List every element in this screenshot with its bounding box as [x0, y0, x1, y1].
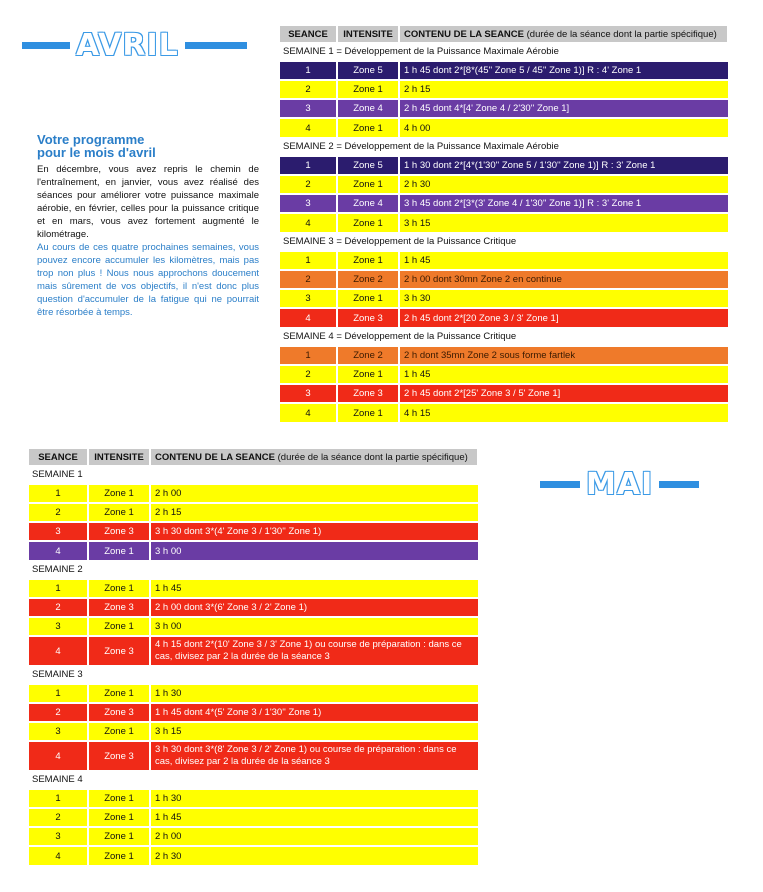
table-row — [280, 346, 728, 365]
table-row — [29, 579, 478, 598]
week-label-row — [280, 137, 728, 156]
content-cell: 1 h 45 — [399, 365, 728, 384]
intensity-cell: Zone 3 — [88, 598, 150, 617]
seance-cell: 1 — [29, 484, 88, 503]
intensity-cell: Zone 4 — [337, 99, 399, 118]
seance-cell: 2 — [29, 598, 88, 617]
table-row — [280, 99, 728, 118]
intro-heading-line2: pour le mois d'avril — [37, 145, 156, 160]
table-row — [29, 741, 478, 770]
intensity-cell: Zone 1 — [88, 827, 150, 846]
table-row — [29, 598, 478, 617]
table-row — [29, 846, 478, 865]
content-cell: 2 h 45 dont 4*[4' Zone 4 / 2'30'' Zone 1] — [399, 99, 728, 118]
content-cell: 2 h 15 — [150, 503, 478, 522]
intensity-cell: Zone 1 — [337, 213, 399, 232]
week-label: SEMAINE 1 = Développement de la Puissance Maximale Aérobie — [280, 42, 728, 61]
table-row — [280, 175, 728, 194]
mai-title — [540, 467, 699, 502]
week-label: SEMAINE 1 — [29, 465, 478, 484]
avril-title-text: AVRIL — [76, 28, 179, 63]
seance-cell: 1 — [280, 251, 337, 270]
content-cell: 2 h 15 — [399, 80, 728, 99]
table-row — [280, 403, 728, 422]
intensity-cell: Zone 1 — [88, 846, 150, 865]
table-row — [280, 80, 728, 99]
seance-cell: 2 — [280, 80, 337, 99]
seance-cell: 2 — [280, 175, 337, 194]
content-cell: 3 h 15 — [399, 213, 728, 232]
seance-cell: 3 — [280, 194, 337, 213]
seance-cell: 3 — [280, 384, 337, 403]
mai-title-text: MAI — [586, 467, 654, 502]
content-cell: 2 h 00 dont 30mn Zone 2 en continue — [399, 270, 728, 289]
seance-cell: 4 — [280, 213, 337, 232]
seance-cell: 3 — [280, 289, 337, 308]
table-row — [280, 270, 728, 289]
seance-cell: 1 — [29, 579, 88, 598]
table-row — [29, 617, 478, 636]
intensity-cell: Zone 1 — [337, 251, 399, 270]
intro-block — [37, 133, 259, 319]
intensity-cell: Zone 1 — [88, 684, 150, 703]
seance-cell: 2 — [29, 808, 88, 827]
intensity-cell: Zone 1 — [337, 365, 399, 384]
intro-paragraph-1: En décembre, vous avez repris le chemin de l'entraînement, en janvier, vous avez réalisé des séances pour améliorer votre puissance maximale aérobie, en février, celles pour la puissance critique et en mars, vous avez fortement augmenté le kilométrage. — [37, 164, 259, 240]
seance-cell: 1 — [280, 156, 337, 175]
intensity-cell: Zone 1 — [88, 541, 150, 560]
table-row — [280, 61, 728, 80]
intro-heading — [37, 133, 259, 159]
week-label: SEMAINE 2 — [29, 560, 478, 579]
content-cell: 2 h dont 35mn Zone 2 sous forme fartlek — [399, 346, 728, 365]
week-label-row — [29, 770, 478, 789]
content-cell: 1 h 45 — [399, 251, 728, 270]
content-cell: 1 h 45 dont 4*(5' Zone 3 / 1'30'' Zone 1) — [150, 703, 478, 722]
content-cell: 2 h 30 — [150, 846, 478, 865]
week-label-row — [280, 327, 728, 346]
header-intensite: INTENSITE — [88, 449, 150, 465]
week-label: SEMAINE 3 — [29, 665, 478, 684]
seance-cell: 3 — [29, 722, 88, 741]
intensity-cell: Zone 3 — [337, 308, 399, 327]
intensity-cell: Zone 4 — [337, 194, 399, 213]
table-header — [280, 26, 728, 42]
week-label-row — [29, 665, 478, 684]
seance-cell: 2 — [280, 365, 337, 384]
content-cell: 1 h 30 — [150, 789, 478, 808]
table-row — [29, 703, 478, 722]
seance-cell: 2 — [29, 703, 88, 722]
seance-cell: 4 — [280, 308, 337, 327]
seance-cell: 4 — [280, 118, 337, 137]
seance-cell: 4 — [29, 541, 88, 560]
header-contenu-label: CONTENU DE LA SEANCE — [155, 451, 275, 463]
content-cell: 3 h 15 — [150, 722, 478, 741]
week-label-row — [29, 560, 478, 579]
intensity-cell: Zone 1 — [337, 289, 399, 308]
week-label-row — [280, 232, 728, 251]
content-cell: 1 h 30 dont 2*[4*(1'30'' Zone 5 / 1'30'' Zone 1)] R : 3' Zone 1 — [399, 156, 728, 175]
header-intensite: INTENSITE — [337, 26, 399, 42]
intensity-cell: Zone 1 — [88, 722, 150, 741]
week-label: SEMAINE 3 = Développement de la Puissance Critique — [280, 232, 728, 251]
table-row — [29, 684, 478, 703]
intensity-cell: Zone 3 — [88, 636, 150, 665]
intensity-cell: Zone 2 — [337, 270, 399, 289]
avril-table — [280, 26, 729, 422]
intro-paragraph-2: Au cours de ces quatre prochaines semaines, vous pouvez encore accumuler les kilomètres, mais pas trop non plus ! Nous nous approchons doucement mais sûrement de vos objectifs, il n'est donc plus question d'accumuler de la fatigue qui ne pourrait être résorbée à temps. — [37, 242, 259, 318]
seance-cell: 3 — [280, 99, 337, 118]
intensity-cell: Zone 2 — [337, 346, 399, 365]
seance-cell: 1 — [280, 61, 337, 80]
header-contenu-note: (durée de la séance dont la partie spécifique) — [277, 451, 468, 463]
table-row — [29, 522, 478, 541]
title-bar-right — [185, 42, 247, 49]
table-row — [280, 289, 728, 308]
content-cell: 1 h 45 — [150, 808, 478, 827]
content-cell: 4 h 15 dont 2*(10' Zone 3 / 3' Zone 1) ou course de préparation : dans ce cas, divisez par 2 la durée de la séance 3 — [150, 636, 478, 665]
week-label-row — [29, 465, 478, 484]
seance-cell: 3 — [29, 522, 88, 541]
seance-cell: 2 — [29, 503, 88, 522]
seance-cell: 1 — [280, 346, 337, 365]
avril-title — [22, 28, 247, 63]
content-cell: 1 h 30 — [150, 684, 478, 703]
table-header — [29, 449, 478, 465]
seance-cell: 2 — [280, 270, 337, 289]
mai-table — [29, 449, 479, 865]
intensity-cell: Zone 1 — [337, 175, 399, 194]
seance-cell: 1 — [29, 789, 88, 808]
table-row — [29, 541, 478, 560]
table-row — [280, 384, 728, 403]
seance-cell: 4 — [29, 741, 88, 770]
intro-heading-line1: Votre programme — [37, 132, 145, 147]
intensity-cell: Zone 1 — [88, 579, 150, 598]
intensity-cell: Zone 1 — [88, 503, 150, 522]
table-row — [29, 722, 478, 741]
week-label-row — [280, 42, 728, 61]
intensity-cell: Zone 1 — [88, 789, 150, 808]
content-cell: 2 h 45 dont 2*[20 Zone 3 / 3' Zone 1] — [399, 308, 728, 327]
table-row — [29, 827, 478, 846]
title-bar-right — [659, 481, 699, 488]
content-cell: 1 h 45 dont 2*[8*(45'' Zone 5 / 45'' Zone 1)] R : 4' Zone 1 — [399, 61, 728, 80]
table-row — [280, 194, 728, 213]
header-contenu — [399, 26, 728, 42]
table-row — [280, 308, 728, 327]
table-row — [29, 808, 478, 827]
seance-cell: 1 — [29, 684, 88, 703]
intensity-cell: Zone 3 — [88, 703, 150, 722]
intensity-cell: Zone 1 — [88, 617, 150, 636]
intensity-cell: Zone 1 — [88, 484, 150, 503]
content-cell: 4 h 00 — [399, 118, 728, 137]
intensity-cell: Zone 3 — [88, 741, 150, 770]
seance-cell: 4 — [280, 403, 337, 422]
table-row — [280, 365, 728, 384]
header-seance: SEANCE — [29, 449, 88, 465]
seance-cell: 4 — [29, 846, 88, 865]
intensity-cell: Zone 5 — [337, 156, 399, 175]
header-contenu — [150, 449, 478, 465]
content-cell: 3 h 45 dont 2*[3*(3' Zone 4 / 1'30'' Zone 1)] R : 3' Zone 1 — [399, 194, 728, 213]
content-cell: 3 h 30 dont 3*(4' Zone 3 / 1'30'' Zone 1) — [150, 522, 478, 541]
table-row — [29, 789, 478, 808]
table-row — [280, 213, 728, 232]
content-cell: 4 h 15 — [399, 403, 728, 422]
content-cell: 3 h 00 — [150, 541, 478, 560]
week-label: SEMAINE 4 = Développement de la Puissance Critique — [280, 327, 728, 346]
week-label: SEMAINE 4 — [29, 770, 478, 789]
table-row — [280, 118, 728, 137]
table-row — [280, 251, 728, 270]
seance-cell: 4 — [29, 636, 88, 665]
table-row — [280, 156, 728, 175]
content-cell: 2 h 00 dont 3*(6' Zone 3 / 2' Zone 1) — [150, 598, 478, 617]
header-contenu-label: CONTENU DE LA SEANCE — [404, 28, 524, 40]
table-row — [29, 503, 478, 522]
seance-cell: 3 — [29, 617, 88, 636]
intensity-cell: Zone 3 — [337, 384, 399, 403]
seance-cell: 3 — [29, 827, 88, 846]
title-bar-left — [22, 42, 70, 49]
content-cell: 3 h 30 dont 3*(8' Zone 3 / 2' Zone 1) ou course de préparation : dans ce cas, divisez par 2 la durée de la séance 3 — [150, 741, 478, 770]
intensity-cell: Zone 1 — [88, 808, 150, 827]
intensity-cell: Zone 1 — [337, 118, 399, 137]
title-bar-left — [540, 481, 580, 488]
content-cell: 2 h 00 — [150, 827, 478, 846]
table-row — [29, 636, 478, 665]
intensity-cell: Zone 5 — [337, 61, 399, 80]
intensity-cell: Zone 3 — [88, 522, 150, 541]
content-cell: 2 h 30 — [399, 175, 728, 194]
header-contenu-note: (durée de la séance dont la partie spécifique) — [526, 28, 717, 40]
intensity-cell: Zone 1 — [337, 80, 399, 99]
content-cell: 1 h 45 — [150, 579, 478, 598]
content-cell: 3 h 00 — [150, 617, 478, 636]
table-row — [29, 484, 478, 503]
content-cell: 3 h 30 — [399, 289, 728, 308]
header-seance: SEANCE — [280, 26, 337, 42]
content-cell: 2 h 00 — [150, 484, 478, 503]
content-cell: 2 h 45 dont 2*[25' Zone 3 / 5' Zone 1] — [399, 384, 728, 403]
week-label: SEMAINE 2 = Développement de la Puissance Maximale Aérobie — [280, 137, 728, 156]
intensity-cell: Zone 1 — [337, 403, 399, 422]
